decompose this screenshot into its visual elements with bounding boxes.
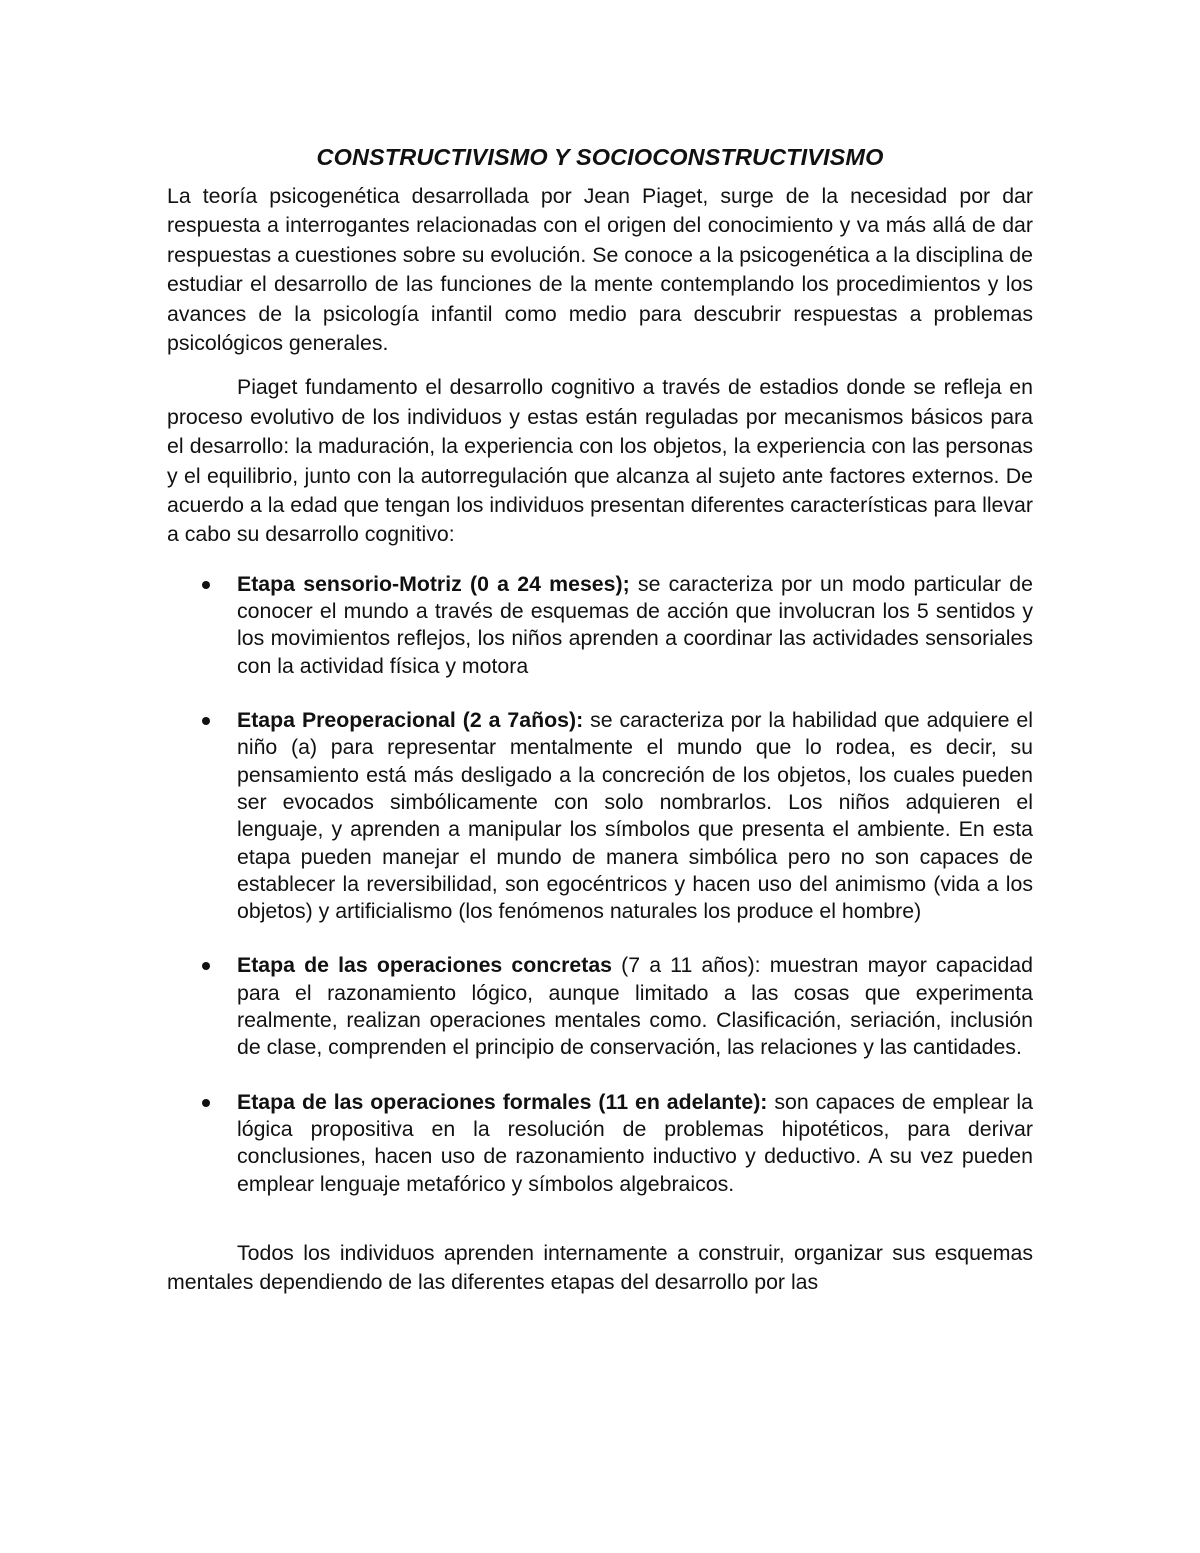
stage-paragraph (237, 571, 1033, 680)
bullet-icon (202, 717, 210, 725)
document-title: CONSTRUCTIVISMO Y SOCIOCONSTRUCTIVISMO (316, 144, 884, 170)
bullet-icon (202, 581, 210, 589)
stage-title: Etapa Preoperacional (2 a 7años): (237, 708, 584, 733)
stage-paragraph (237, 707, 1033, 925)
bullet-icon (202, 1099, 210, 1107)
stage-description: se caracteriza por la habilidad que adquiere el niño (a) para representar mentalmente el mundo que lo rodea, es decir, su pensamiento está más desligado a la concreción de los objetos, los cuales pueden ser evocados simbólicamente con solo nombrarlos. Los niños adquieren el lenguaje, y aprenden a manipular los símbolos que presenta el ambiente. En esta etapa pueden manejar el mundo de manera simbólica pero no son capaces de establecer la reversibilidad, son egocéntricos y hacen uso del animismo (vida a los objetos) y artificialismo (los fenómenos naturales los produce el hombre) (237, 708, 1033, 924)
intro-paragraph: La teoría psicogenética desarrollada por Jean Piaget, surge de la necesidad por dar respuesta a interrogantes relacionadas con el origen del conocimiento y va más allá de dar respuestas a cuestiones sobre su evolución. Se conoce a la psicogenética a la disciplina de estudiar el desarrollo de las funciones de la mente contemplando los procedimientos y los avances de la psicología infantil como medio para descubrir respuestas a problemas psicológicos generales. (167, 184, 1033, 356)
stage-title: Etapa sensorio-Motriz (0 a 24 meses); (237, 571, 630, 596)
bullet-icon (202, 962, 210, 970)
stage-paragraph (237, 1089, 1033, 1198)
stage-paragraph (237, 952, 1033, 1061)
stage-title: Etapa de las operaciones concretas (237, 953, 613, 978)
list-item (167, 571, 1033, 680)
stages-list (167, 571, 1033, 1198)
stage-description: son capaces de emplear la lógica propositiva en la resolución de problemas hipotéticos, para derivar conclusiones, hacen uso de razonamiento inductivo y deductivo. A su vez pueden emplear lenguaje metafórico y símbolos algebraicos. (237, 1089, 1033, 1196)
stage-description: se caracteriza por un modo particular de conocer el mundo a través de esquemas de acción que involucran los 5 sentidos y los movimientos reflejos, los niños aprenden a coordinar las actividades sensoriales con la actividad física y motora (237, 571, 1033, 678)
stage-description: (7 a 11 años): muestran mayor capacidad para el razonamiento lógico, aunque limitado a las cosas que experimenta realmente, realizan operaciones mentales como. Clasificación, seriación, inclusión de clase, comprenden el principio de conservación, las relaciones y las cantidades. (237, 953, 1033, 1060)
stage-title: Etapa de las operaciones formales (11 en adelante): (237, 1089, 768, 1114)
document-page (167, 140, 1033, 1298)
list-item (167, 1089, 1033, 1198)
list-item (167, 952, 1033, 1061)
cognitive-development-paragraph: Piaget fundamento el desarrollo cognitivo a través de estadios donde se refleja en proceso evolutivo de los individuos y estas están reguladas por mecanismos básicos para el desarrollo: la maduración, la experiencia con los objetos, la experiencia con las personas y el equilibrio, junto con la autorregulación que alcanza al sujeto ante factores externos. De acuerdo a la edad que tengan los individuos presentan diferentes características para llevar a cabo su desarrollo cognitivo: (167, 375, 1033, 547)
closing-paragraph: Todos los individuos aprenden internamente a construir, organizar sus esquemas mentales dependiendo de las diferentes etapas del desarrollo por las (167, 1240, 1033, 1295)
list-item (167, 707, 1033, 925)
